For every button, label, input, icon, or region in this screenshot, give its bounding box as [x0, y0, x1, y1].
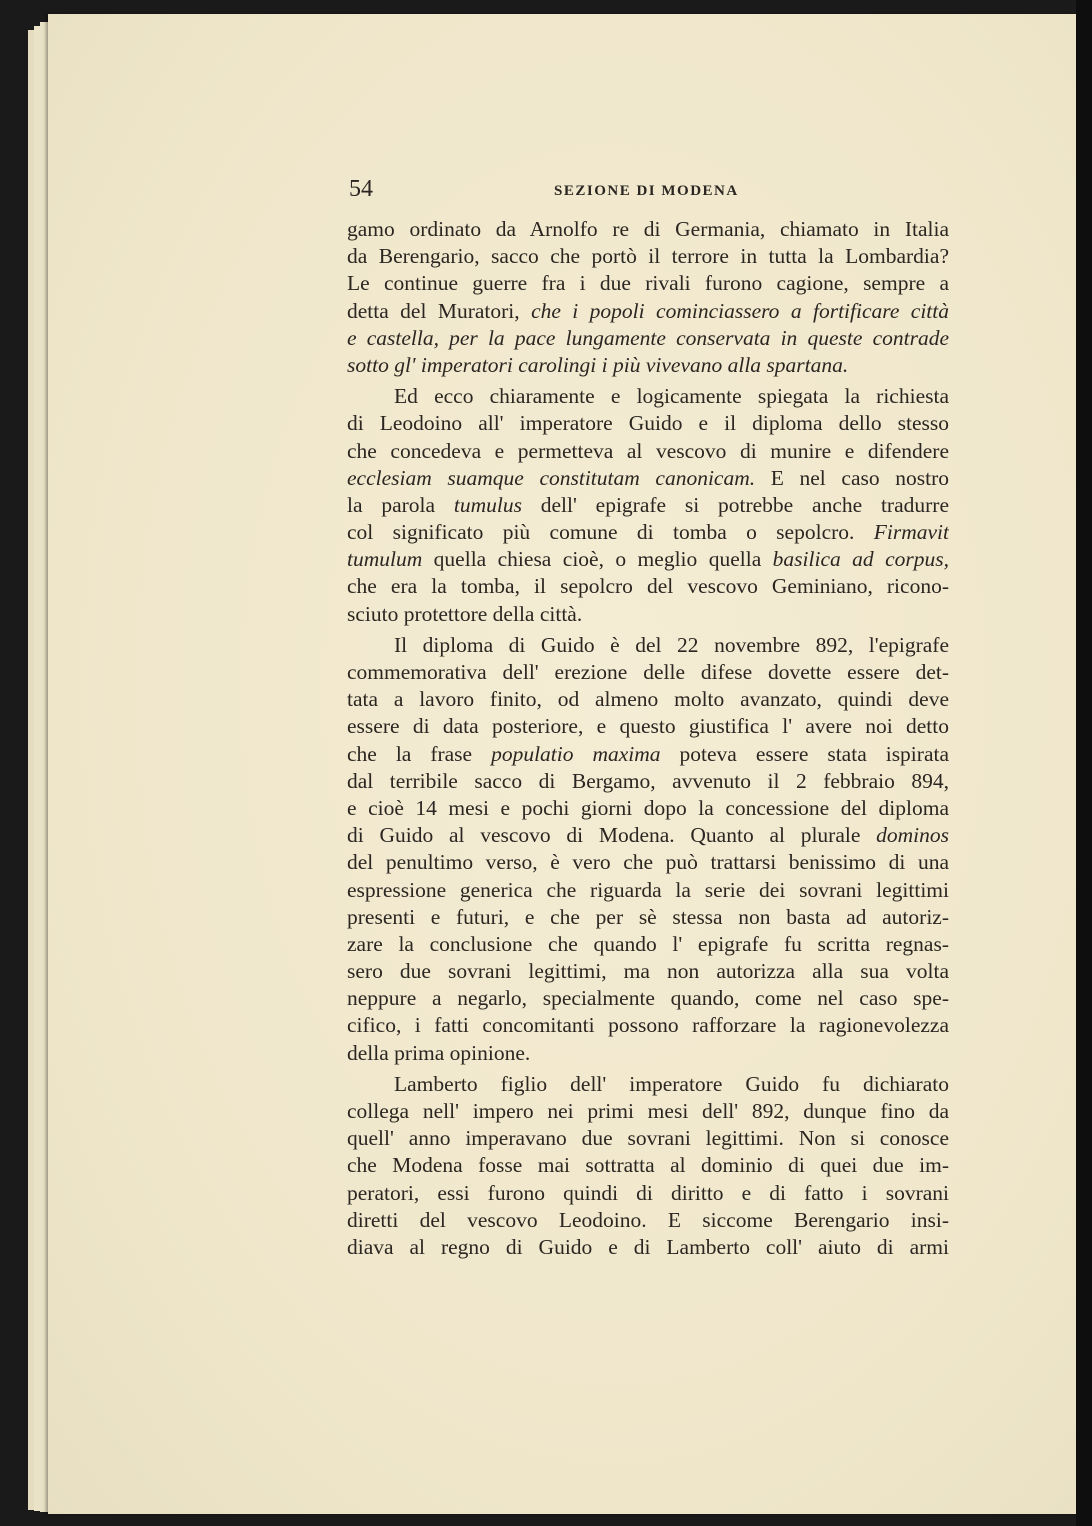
text-line: Lamberto figlio dell' imperatore Guido fu dichiarato: [394, 1071, 949, 1096]
text-line: di Guido al vescovo di Modena. Quanto al plurale dominos: [347, 823, 949, 848]
text-line: col significato più comune di tomba o sepolcro. Firmavit: [347, 520, 949, 545]
text-line: dal terribile sacco di Bergamo, avvenuto il 2 febbraio 894,: [347, 768, 949, 793]
text-line: sciuto protettore della città.: [347, 601, 583, 626]
text-line: diava al regno di Guido e di Lamberto coll' aiuto di armi: [347, 1234, 949, 1259]
text-line: che Modena fosse mai sottratta al dominio di quei due im-: [347, 1153, 949, 1178]
text-line: e cioè 14 mesi e pochi giorni dopo la concessione del diploma: [347, 795, 949, 820]
text-line: che era la tomba, il sepolcro del vescovo Geminiano, ricono-: [347, 574, 949, 599]
text-line: peratori, essi furono quindi di diritto e di fatto i sovrani: [347, 1180, 949, 1205]
text-line: espressione generica che riguarda la serie dei sovrani legittimi: [347, 877, 949, 902]
text-line: tumulum quella chiesa cioè, o meglio quella basilica ad corpus,: [347, 547, 949, 572]
text-line: ecclesiam suamque constitutam canonicam. E nel caso nostro: [347, 465, 949, 490]
text-line: tata a lavoro finito, od almeno molto avanzato, quindi deve: [347, 687, 949, 712]
page-number: 54: [349, 176, 373, 202]
text-line: gamo ordinato da Arnolfo re di Germania, chiamato in Italia: [347, 217, 949, 241]
text-line: presenti e futuri, e che per sè stessa non basta ad autoriz-: [347, 904, 949, 929]
text-line: Ed ecco chiaramente e logicamente spiegata la richiesta: [394, 384, 949, 409]
text-line: commemorativa dell' erezione delle difese dovette essere det-: [347, 660, 949, 684]
text-line: del penultimo verso, è vero che può trattarsi benissimo di una: [347, 850, 949, 875]
text-line: essere di data posteriore, e questo giustifica l' avere noi detto: [347, 714, 949, 739]
body-text: [347, 216, 949, 1261]
text-line: che concedeva e permetteva al vescovo di munire e difendere: [347, 438, 949, 463]
text-line: della prima opinione.: [347, 1040, 531, 1065]
text-line: detta del Muratori, che i popoli cominciassero a fortificare città: [347, 298, 949, 323]
text-line: che la frase populatio maxima poteva essere stata ispirata: [347, 741, 949, 766]
text-line: la parola tumulus dell' epigrafe si potrebbe anche tradurre: [347, 492, 949, 517]
text-line: neppure a negarlo, specialmente quando, come nel caso spe-: [347, 986, 949, 1011]
text-line: quell' anno imperavano due sovrani legittimi. Non si conosce: [347, 1126, 949, 1151]
text-line: diretti del vescovo Leodoino. E siccome Berengario insi-: [347, 1207, 949, 1232]
text-line: Il diploma di Guido è del 22 novembre 892, l'epigrafe: [394, 632, 949, 657]
text-line: zare la conclusione che quando l' epigrafe fu scritta regnas-: [347, 931, 949, 956]
text-line: Le continue guerre fra i due rivali furono cagione, sempre a: [347, 271, 949, 296]
text-line: collega nell' impero nei primi mesi dell' 892, dunque fino da: [347, 1099, 949, 1123]
text-line: da Berengario, sacco che portò il terrore in tutta la Lombardia?: [347, 244, 949, 269]
page-header: [349, 176, 949, 206]
running-title: SEZIONE DI MODENA: [554, 183, 739, 199]
text-line: sotto gl' imperatori carolingi i più vivevano alla spartana.: [347, 352, 849, 377]
text-line: e castella, per la pace lungamente conservata in queste contrade: [347, 325, 949, 350]
text-line: di Leodoino all' imperatore Guido e il diploma dello stesso: [347, 411, 949, 436]
text-line: sero due sovrani legittimi, ma non autorizza alla sua volta: [347, 959, 949, 984]
text-line: cifico, i fatti concomitanti possono rafforzare la ragionevolezza: [347, 1013, 949, 1038]
scanner-border: [1076, 0, 1092, 1526]
